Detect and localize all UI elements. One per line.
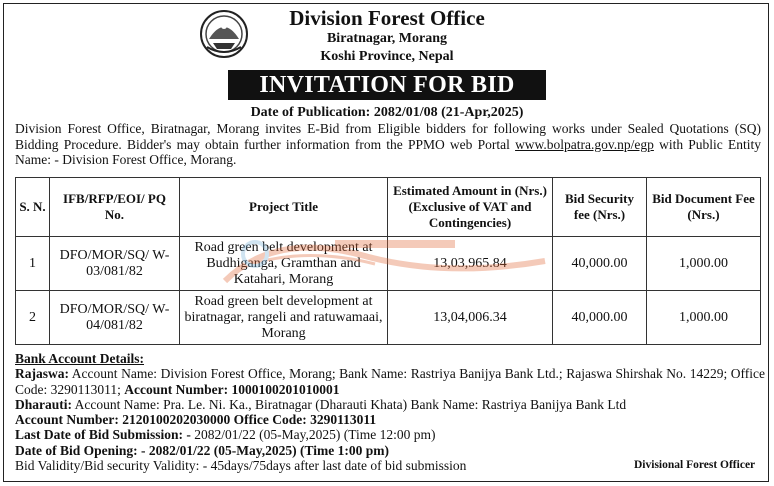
row-ifb-no: DFO/MOR/SQ/ W-04/081/82 [50, 291, 180, 345]
opening-text: Date of Bid Opening: - 2082/01/22 (05-May,2025) (Time 1:00 pm) [15, 443, 389, 458]
header-sn: S. N. [16, 178, 50, 237]
submission-value: 2082/01/22 (05-May,2025) (Time 12:00 pm) [190, 427, 436, 442]
row-document-fee: 1,000.00 [647, 291, 761, 345]
bank-details-heading: Bank Account Details: [15, 351, 145, 366]
intro-text-2: with Public Entity Name: - Division Forest Office, Morang. [15, 136, 761, 167]
bid-validity: Bid Validity/Bid security Validity: - 45days/75days after last date of bid submission [15, 458, 467, 473]
table-row [16, 291, 761, 345]
rajaswa-account: Account Number: 1000100201010001 [124, 381, 340, 397]
table-header-row [16, 178, 761, 237]
ppmo-portal-link[interactable]: www.bolpatra.gov.np/egp [515, 136, 654, 152]
row-estimated-amount: 13,03,965.84 [388, 237, 553, 291]
row-bid-security: 40,000.00 [553, 237, 647, 291]
rajaswa-text: Account Name: Division Forest Office, Morang; Bank Name: Rastriya Banijya Bank Ltd.; Rajaswa Shirshak No. 14229; Office Code: 3290113011; [15, 366, 765, 397]
row-bid-security: 40,000.00 [553, 291, 647, 345]
header-project-title: Project Title [180, 178, 388, 237]
submission-label: Last Date of Bid Submission: - [15, 427, 191, 442]
row-project-title: Road green belt development at Budhiganga, Gramthan and Katahari, Morang [180, 237, 388, 291]
row-sn: 2 [16, 291, 50, 345]
dharauti-details [15, 397, 765, 413]
organization-name: Division Forest Office [289, 6, 485, 30]
intro-text-1: Division Forest Office, Biratnagar, Morang invites E-Bid from Eligible bidders for following works under Sealed Quotations (SQ) Bidding Procedure. Bidder's may obtain further information from the PPMO web Portal [15, 121, 761, 152]
invitation-banner: INVITATION FOR BID [228, 70, 546, 100]
location-line-1: Biratnagar, Morang [326, 31, 448, 46]
table-row [16, 237, 761, 291]
row-estimated-amount: 13,04,006.34 [388, 291, 553, 345]
intro-paragraph [15, 121, 761, 168]
rajaswa-label: Rajaswa: [15, 366, 69, 381]
signer-title: Divisional Forest Officer [634, 459, 756, 471]
bid-opening-date [15, 443, 765, 459]
publication-date: Date of Publication: 2082/01/08 (21-Apr,2025) [250, 105, 524, 120]
row-project-title: Road green belt development at biratnagar, rangeli and ratuwamaai, Morang [180, 291, 388, 345]
row-document-fee: 1,000.00 [647, 237, 761, 291]
header-bid-security: Bid Security fee (Nrs.) [553, 178, 647, 237]
header-document-fee: Bid Document Fee (Nrs.) [647, 178, 761, 237]
header-estimated-amount: Estimated Amount in (Nrs.) (Exclusive of VAT and Contingencies) [388, 178, 553, 237]
dharauti-account: Account Number: 2120100202030000 Office Code: 3290113011 [15, 412, 377, 427]
dharauti-text: Account Name: Pra. Le. Ni. Ka., Biratnagar (Dharauti Khata) Bank Name: Rastriya Banijya Bank Ltd [72, 397, 627, 412]
header-ifb-no: IFB/RFP/EOI/ PQ No. [50, 178, 180, 237]
submission-date [15, 427, 765, 443]
rajaswa-details [15, 366, 765, 397]
location-line-2: Koshi Province, Nepal [320, 49, 454, 64]
row-sn: 1 [16, 237, 50, 291]
row-ifb-no: DFO/MOR/SQ/ W-03/081/82 [50, 237, 180, 291]
dharauti-label: Dharauti: [15, 397, 72, 412]
bid-table [15, 177, 761, 345]
